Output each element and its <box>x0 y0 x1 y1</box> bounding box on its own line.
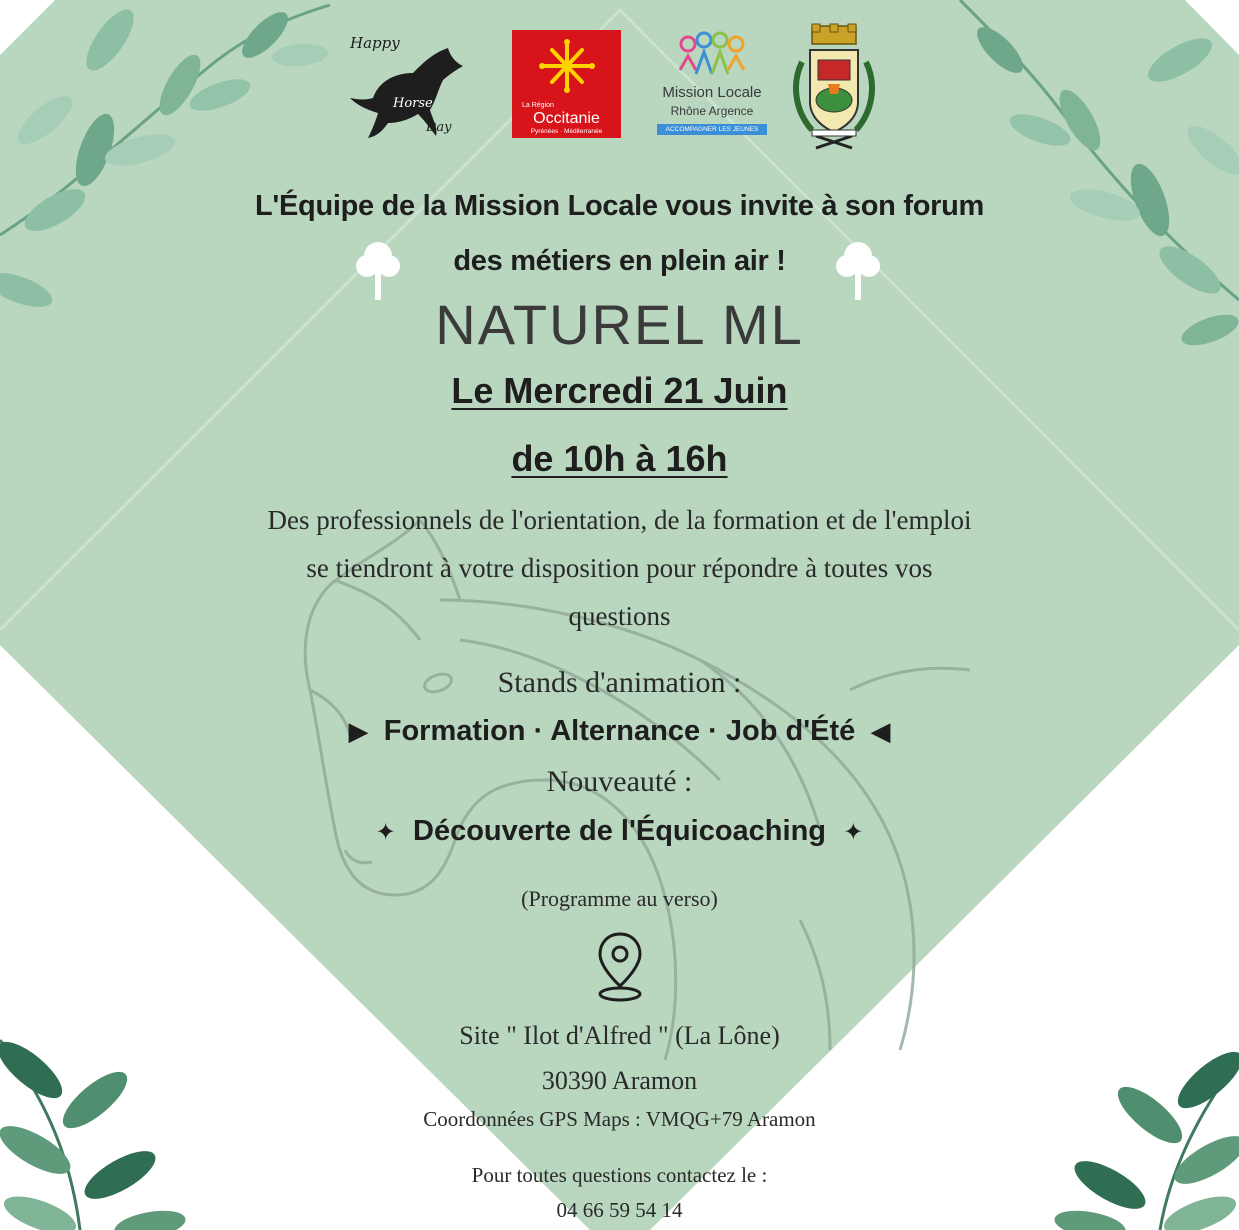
happy-horse-word-3: Day <box>426 120 452 135</box>
event-hours-text: de 10h à 16h <box>511 438 728 479</box>
triangle-left-icon: ◀ <box>870 717 891 747</box>
event-title: NATUREL ML <box>435 293 804 356</box>
event-hours <box>0 438 1239 480</box>
invite-line-1: L'Équipe de la Mission Locale vous invite à son forum <box>254 190 985 222</box>
mission-locale-title: Mission Locale <box>662 84 762 101</box>
contact-label: Pour toutes questions contactez le : <box>471 1163 768 1187</box>
triangle-right-icon: ▶ <box>348 717 369 747</box>
happy-horse-word-1: Happy <box>350 34 400 52</box>
mission-locale-tagline: ACCOMPAGNER LES JEUNES <box>657 124 767 135</box>
description-line-3: questions <box>568 601 671 631</box>
mission-locale-logo <box>652 30 772 142</box>
description-line-1: Des professionnels de l'orientation, de la formation et de l'emploi <box>267 505 972 535</box>
coat-of-arms-logo <box>788 22 880 150</box>
programme-note: (Programme au verso) <box>521 886 718 911</box>
stands-items-row <box>0 713 1239 748</box>
event-date-text: Le Mercredi 21 Juin <box>451 370 788 411</box>
contact-phone[interactable]: 04 66 59 54 14 <box>556 1198 683 1222</box>
invite-line-2: des métiers en plein air ! <box>453 245 786 277</box>
location-city: 30390 Aramon <box>541 1066 698 1095</box>
occitan-cross-icon <box>534 36 600 96</box>
crest-icon <box>788 22 880 150</box>
occitanie-region-label: La Région <box>522 102 554 109</box>
location-site: Site " Ilot d'Alfred " (La Lône) <box>459 1021 780 1050</box>
occitanie-name: Occitanie <box>533 110 600 127</box>
map-pin-icon <box>594 930 646 1004</box>
occitanie-sub: Pyrénées · Méditerranée <box>530 128 603 135</box>
stands-items: Formation · Alternance · Job d'Été <box>383 715 856 747</box>
location-gps: Coordonnées GPS Maps : VMQG+79 Aramon <box>423 1107 816 1131</box>
happy-horse-word-2: Horse <box>393 96 433 111</box>
sparkle-icon-right: ✦ <box>843 818 864 846</box>
occitanie-logo <box>512 30 621 138</box>
happy-horse-day-logo <box>338 28 473 143</box>
mission-locale-subtitle: Rhône Argence <box>670 104 754 118</box>
people-group-icon <box>674 30 750 82</box>
novelty-row <box>0 813 1239 848</box>
stands-label: Stands d'animation : <box>497 666 742 699</box>
novelty-item: Découverte de l'Équicoaching <box>413 815 826 847</box>
sparkle-icon-left: ✦ <box>375 818 396 846</box>
novelty-label: Nouveauté : <box>546 765 693 798</box>
event-date <box>0 370 1239 412</box>
description-line-2: se tiendront à votre disposition pour répondre à toutes vos <box>306 553 933 583</box>
